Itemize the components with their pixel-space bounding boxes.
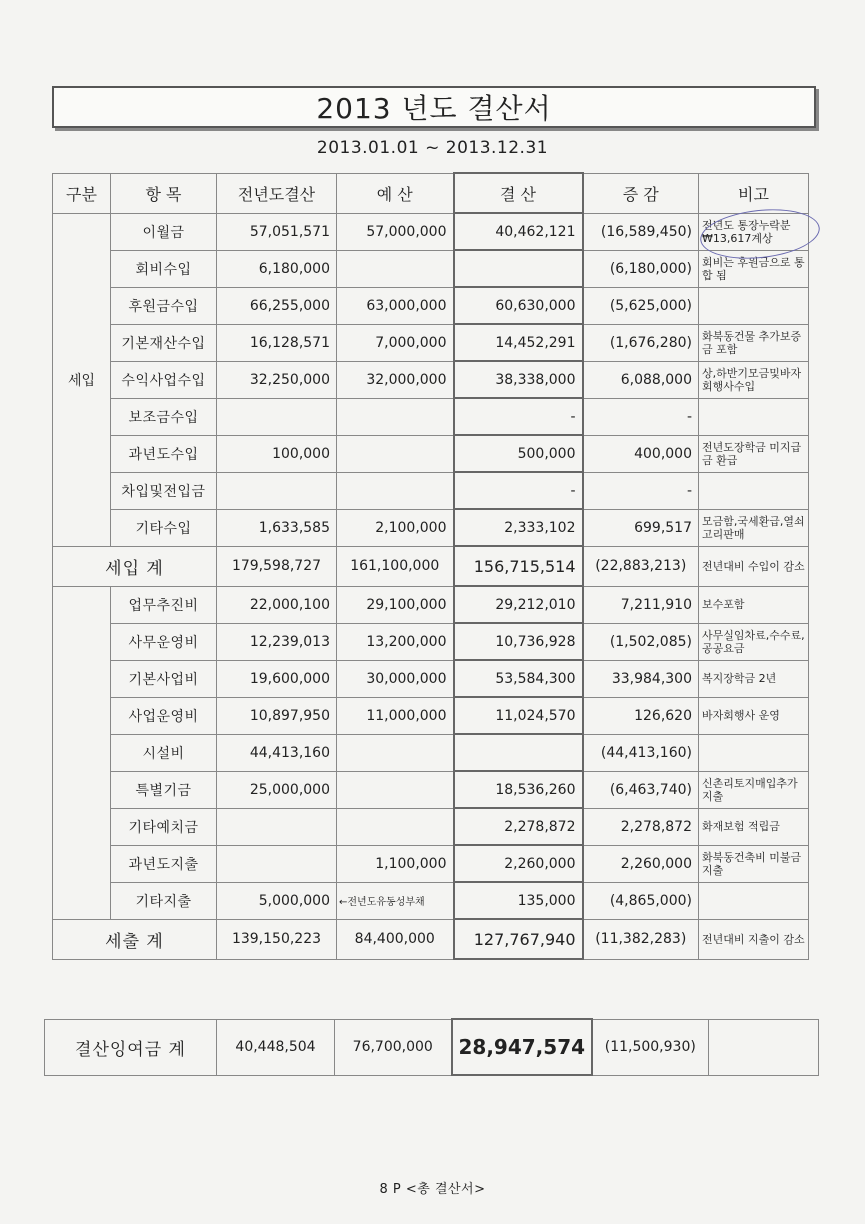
table-row	[53, 734, 809, 771]
total-label: 세입 계	[53, 546, 217, 586]
cell-item: 시설비	[111, 734, 217, 771]
cell-prev: 32,250,000	[217, 361, 337, 398]
cell-actual: 53,584,300	[454, 660, 583, 697]
table-row	[53, 586, 809, 623]
surplus-actual: 28,947,574	[452, 1019, 593, 1075]
cell-budget: 11,000,000	[337, 697, 454, 734]
column-header: 구분	[53, 173, 111, 213]
cell-note	[699, 472, 809, 509]
surplus-note	[708, 1019, 818, 1075]
cell-prev: 1,633,585	[217, 509, 337, 546]
cell-diff: (4,865,000)	[583, 882, 699, 919]
cell-budget	[337, 771, 454, 808]
cell-actual: 29,212,010	[454, 586, 583, 623]
cell-budget	[337, 398, 454, 435]
cell-note	[699, 734, 809, 771]
cell-diff: -	[583, 398, 699, 435]
total-budget: 161,100,000	[337, 546, 454, 586]
total-diff: (11,382,283)	[583, 919, 699, 959]
cell-diff: -	[583, 472, 699, 509]
settlement-table	[52, 172, 809, 960]
table-row	[53, 250, 809, 287]
cell-diff: (6,463,740)	[583, 771, 699, 808]
total-prev: 179,598,727	[217, 546, 337, 586]
table-row	[53, 361, 809, 398]
surplus-prev: 40,448,504	[217, 1019, 335, 1075]
cell-note: 복지장학금 2년	[699, 660, 809, 697]
cell-prev: 66,255,000	[217, 287, 337, 324]
cell-diff: 126,620	[583, 697, 699, 734]
total-row	[53, 546, 809, 586]
cell-actual: 18,536,260	[454, 771, 583, 808]
cell-note: 전년도 통장누락분 ₩13,617계상	[699, 213, 809, 250]
cell-budget: 13,200,000	[337, 623, 454, 660]
table-row	[53, 472, 809, 509]
cell-actual: 60,630,000	[454, 287, 583, 324]
cell-item: 과년도지출	[111, 845, 217, 882]
cell-diff: 400,000	[583, 435, 699, 472]
table-header-row	[53, 173, 809, 213]
cell-prev: 5,000,000	[217, 882, 337, 919]
cell-prev: 10,897,950	[217, 697, 337, 734]
cell-item: 기타예치금	[111, 808, 217, 845]
column-header: 비고	[699, 173, 809, 213]
table-row	[53, 324, 809, 361]
cell-item: 사무운영비	[111, 623, 217, 660]
cell-diff: (1,676,280)	[583, 324, 699, 361]
cell-budget: 29,100,000	[337, 586, 454, 623]
column-header: 증 감	[583, 173, 699, 213]
cell-item: 과년도수입	[111, 435, 217, 472]
total-note: 전년대비 수입이 감소	[699, 546, 809, 586]
cell-item: 기타수입	[111, 509, 217, 546]
table-row	[53, 660, 809, 697]
cell-budget: 57,000,000	[337, 213, 454, 250]
cell-diff: (44,413,160)	[583, 734, 699, 771]
cell-budget: 7,000,000	[337, 324, 454, 361]
cell-budget	[337, 250, 454, 287]
cell-budget: 63,000,000	[337, 287, 454, 324]
cell-note	[699, 287, 809, 324]
cell-note: 전년도장학금 미지급금 환급	[699, 435, 809, 472]
cell-budget: ←전년도유동성부채	[337, 882, 454, 919]
table-row	[53, 213, 809, 250]
cell-prev: 25,000,000	[217, 771, 337, 808]
cell-note: 상,하반기모금및바자회행사수입	[699, 361, 809, 398]
cell-item: 기본재산수입	[111, 324, 217, 361]
cell-item: 기타지출	[111, 882, 217, 919]
surplus-row	[45, 1019, 819, 1075]
column-header: 항 목	[111, 173, 217, 213]
cell-item: 사업운영비	[111, 697, 217, 734]
cell-note: 화재보험 적립금	[699, 808, 809, 845]
cell-prev	[217, 472, 337, 509]
category-cell: 세입	[53, 213, 111, 546]
cell-diff: 7,211,910	[583, 586, 699, 623]
column-header: 예 산	[337, 173, 454, 213]
total-prev: 139,150,223	[217, 919, 337, 959]
cell-prev	[217, 398, 337, 435]
cell-diff: 2,260,000	[583, 845, 699, 882]
cell-budget: 2,100,000	[337, 509, 454, 546]
cell-item: 특별기금	[111, 771, 217, 808]
cell-prev: 100,000	[217, 435, 337, 472]
cell-diff: 6,088,000	[583, 361, 699, 398]
cell-prev: 44,413,160	[217, 734, 337, 771]
cell-actual: -	[454, 472, 583, 509]
cell-note: 화북동건물 추가보증금 포함	[699, 324, 809, 361]
cell-actual: 135,000	[454, 882, 583, 919]
total-diff: (22,883,213)	[583, 546, 699, 586]
table-row	[53, 435, 809, 472]
table-row	[53, 845, 809, 882]
cell-actual: 2,278,872	[454, 808, 583, 845]
page-footer: 8 P <총 결산서>	[379, 1182, 486, 1197]
cell-prev	[217, 808, 337, 845]
cell-actual: 2,260,000	[454, 845, 583, 882]
cell-item: 기본사업비	[111, 660, 217, 697]
cell-budget: 32,000,000	[337, 361, 454, 398]
fiscal-period: 2013.01.01 ~ 2013.12.31	[316, 138, 549, 158]
surplus-table	[44, 1018, 819, 1076]
table-row	[53, 697, 809, 734]
cell-prev: 16,128,571	[217, 324, 337, 361]
cell-diff: 699,517	[583, 509, 699, 546]
cell-note: 보수포함	[699, 586, 809, 623]
cell-diff: (16,589,450)	[583, 213, 699, 250]
cell-item: 회비수입	[111, 250, 217, 287]
table-row	[53, 287, 809, 324]
cell-actual: 38,338,000	[454, 361, 583, 398]
cell-note: 바자회행사 운영	[699, 697, 809, 734]
surplus-budget: 76,700,000	[335, 1019, 452, 1075]
cell-note: 모금함,국세환급,열쇠고리판매	[699, 509, 809, 546]
cell-note: 신촌리토지매입추가 지출	[699, 771, 809, 808]
cell-budget: 1,100,000	[337, 845, 454, 882]
cell-actual: 14,452,291	[454, 324, 583, 361]
cell-prev	[217, 845, 337, 882]
cell-item: 후원금수입	[111, 287, 217, 324]
cell-actual: 40,462,121	[454, 213, 583, 250]
cell-actual: 2,333,102	[454, 509, 583, 546]
total-actual: 156,715,514	[454, 546, 583, 586]
total-actual: 127,767,940	[454, 919, 583, 959]
cell-budget	[337, 435, 454, 472]
surplus-label: 결산잉여금 계	[45, 1019, 217, 1075]
cell-item: 보조금수입	[111, 398, 217, 435]
cell-item: 수익사업수입	[111, 361, 217, 398]
total-row	[53, 919, 809, 959]
cell-actual	[454, 250, 583, 287]
cell-budget	[337, 808, 454, 845]
cell-actual: 11,024,570	[454, 697, 583, 734]
cell-budget: 30,000,000	[337, 660, 454, 697]
table-row	[53, 771, 809, 808]
cell-budget	[337, 472, 454, 509]
cell-diff: 33,984,300	[583, 660, 699, 697]
cell-actual: 500,000	[454, 435, 583, 472]
column-header: 결 산	[454, 173, 583, 213]
column-header: 전년도결산	[217, 173, 337, 213]
cell-prev: 12,239,013	[217, 623, 337, 660]
table-row	[53, 808, 809, 845]
cell-item: 차입및전입금	[111, 472, 217, 509]
cell-prev: 19,600,000	[217, 660, 337, 697]
table-row	[53, 623, 809, 660]
document-title-box	[52, 86, 816, 128]
cell-diff: (5,625,000)	[583, 287, 699, 324]
cell-note: 화북동건축비 미불금 지출	[699, 845, 809, 882]
cell-item: 업무추진비	[111, 586, 217, 623]
cell-note	[699, 398, 809, 435]
cell-diff: 2,278,872	[583, 808, 699, 845]
cell-prev: 57,051,571	[217, 213, 337, 250]
cell-actual	[454, 734, 583, 771]
cell-diff: (6,180,000)	[583, 250, 699, 287]
cell-item: 이월금	[111, 213, 217, 250]
cell-prev: 6,180,000	[217, 250, 337, 287]
cell-diff: (1,502,085)	[583, 623, 699, 660]
category-cell	[53, 586, 111, 919]
total-label: 세출 계	[53, 919, 217, 959]
surplus-diff: (11,500,930)	[592, 1019, 708, 1075]
cell-note	[699, 882, 809, 919]
cell-budget	[337, 734, 454, 771]
cell-note: 사무실임차료,수수료,공공요금	[699, 623, 809, 660]
table-row	[53, 509, 809, 546]
cell-prev: 22,000,100	[217, 586, 337, 623]
table-row	[53, 882, 809, 919]
cell-note: 회비는 후원금으로 통합 됨	[699, 250, 809, 287]
total-budget: 84,400,000	[337, 919, 454, 959]
total-note: 전년대비 지출이 감소	[699, 919, 809, 959]
cell-actual: 10,736,928	[454, 623, 583, 660]
table-row	[53, 398, 809, 435]
cell-actual: -	[454, 398, 583, 435]
document-title: 2013 년도 결산서	[316, 92, 552, 125]
